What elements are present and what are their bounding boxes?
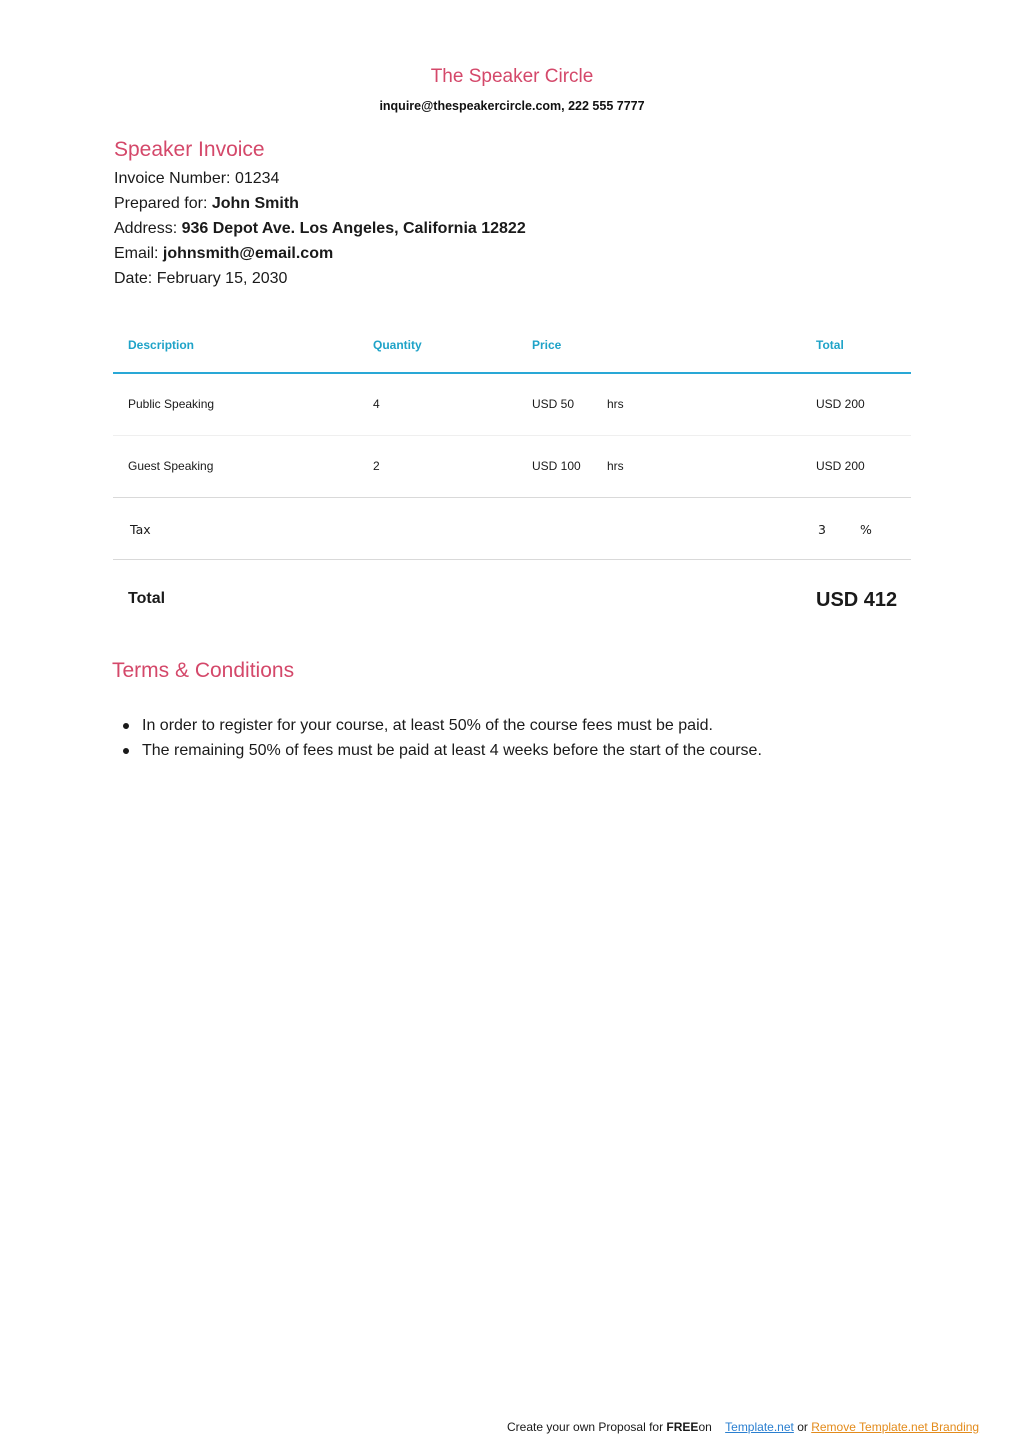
footer-or: or [797, 1420, 808, 1434]
row-price: USD 100 [532, 459, 581, 473]
terms-title: Terms & Conditions [112, 659, 295, 682]
email-line [114, 245, 333, 263]
row-description: Guest Speaking [128, 459, 214, 473]
table-header [113, 318, 911, 374]
date-label: Date: [114, 270, 153, 287]
table-row [113, 374, 911, 436]
footer-free: FREE [666, 1420, 699, 1434]
email-label: Email: [114, 245, 159, 262]
prepared-for-value: John Smith [211, 195, 299, 212]
prepared-for-line [114, 195, 299, 213]
grand-total-value: USD 412 [816, 589, 898, 611]
list-item [142, 713, 762, 738]
tax-unit: % [860, 522, 872, 537]
company-contact: inquire@thespeakercircle.com, 222 555 7777 [379, 99, 645, 113]
terms-list [142, 713, 762, 763]
grand-total-row [113, 560, 911, 640]
tax-row [113, 498, 911, 560]
company-name: The Speaker Circle [430, 66, 594, 87]
address-value: 936 Depot Ave. Los Angeles, California 12822 [181, 220, 526, 237]
template-net-link[interactable]: Template.net [725, 1420, 794, 1434]
list-item [142, 738, 762, 763]
address-line [114, 220, 526, 238]
invoice-number-value: 01234 [234, 170, 280, 187]
invoice-table [113, 318, 911, 640]
header-description: Description [128, 338, 195, 352]
footer-on: on [698, 1420, 712, 1434]
row-unit: hrs [607, 397, 624, 411]
invoice-number-line [114, 170, 279, 188]
prepared-for-label: Prepared for: [114, 195, 208, 212]
row-price: USD 50 [532, 397, 575, 411]
remove-branding-link[interactable]: Remove Template.net Branding [811, 1420, 980, 1434]
invoice-title: Speaker Invoice [114, 138, 265, 161]
row-total: USD 200 [816, 397, 865, 411]
header-total: Total [816, 338, 844, 352]
tax-value: 3 [818, 522, 826, 537]
table-row [113, 436, 911, 498]
email-value: johnsmith@email.com [162, 245, 334, 262]
bullet-icon [123, 748, 129, 754]
footer-prefix: Create your own Proposal for [507, 1420, 667, 1434]
grand-total-label: Total [128, 590, 166, 607]
bullet-icon [123, 723, 129, 729]
row-quantity: 2 [373, 459, 380, 473]
terms-item-text: In order to register for your course, at least 50% of the course fees must be paid. [142, 717, 713, 734]
date-value: February 15, 2030 [156, 270, 288, 287]
row-description: Public Speaking [128, 397, 215, 411]
header-quantity: Quantity [373, 338, 422, 352]
row-total: USD 200 [816, 459, 865, 473]
row-quantity: 4 [373, 397, 380, 411]
terms-item-text: The remaining 50% of fees must be paid at least 4 weeks before the start of the course. [142, 742, 762, 759]
invoice-number-label: Invoice Number: [114, 170, 231, 187]
date-line [114, 270, 287, 288]
branding-footer [507, 1420, 979, 1434]
row-unit: hrs [607, 459, 624, 473]
tax-label: Tax [130, 522, 151, 537]
header-price: Price [532, 338, 562, 352]
address-label: Address: [114, 220, 178, 237]
